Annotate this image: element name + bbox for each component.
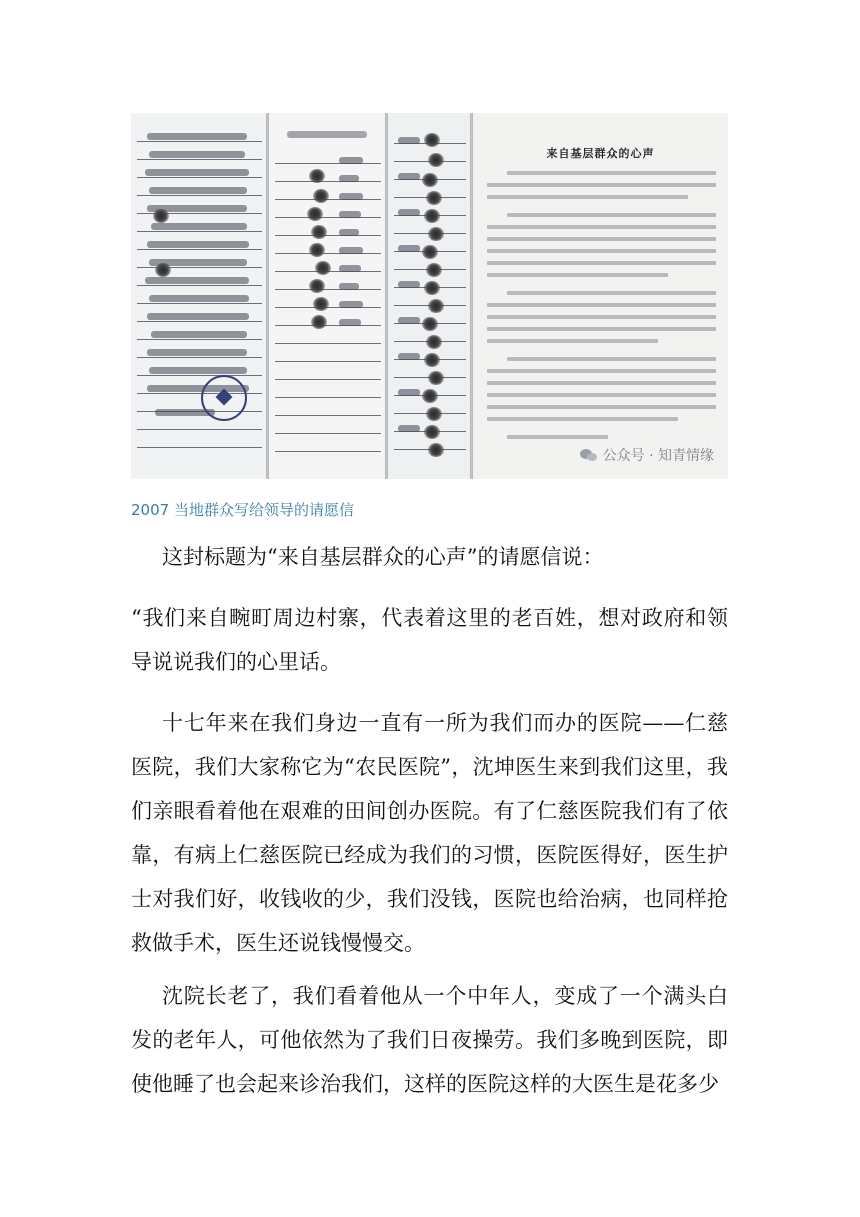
letter-heading: 来自基层群众的心声 (546, 147, 655, 160)
paragraph-3: 十七年来在我们身边一直有一所为我们而办的医院——仁慈医院，我们大家称它为“农民医院”，沈坤医生来到我们这里，我们亲眼看着他在艰难的田间创办医院。有了仁慈医院我们有了依靠，有病上仁慈医院已经成为我们的习惯，医院医得好，医生护士对我们好，收钱收的少，我们没钱，医院也给治病，也同样抢救做手术，医生还说钱慢慢交。 (131, 711, 728, 955)
letter-page (473, 113, 728, 479)
petition-letter-photo (131, 113, 728, 479)
official-seal-stamp (201, 375, 247, 421)
account-watermark (580, 445, 714, 465)
signature-sheet-2 (269, 113, 385, 479)
signature-sheet-1 (131, 113, 266, 479)
signature-sheet-3 (388, 113, 470, 479)
chat-bubble-icon (580, 448, 598, 462)
paragraph-2: “我们来自畹町周边村寨，代表着这里的老百姓，想对政府和领导说说我们的心里话。 (131, 606, 728, 674)
photo-caption: 2007 当地群众写给领导的请愿信 (131, 501, 354, 519)
paragraph-4: 沈院长老了，我们看着他从一个中年人，变成了一个满头白发的老年人，可他依然为了我们日夜操劳。我们多晚到医院，即使他睡了也会起来诊治我们，这样的医院这样的大医生是花多少 (131, 984, 728, 1096)
paragraph-1: 这封标题为“来自基层群众的心声”的请愿信说： (162, 545, 604, 569)
watermark-text: 公众号 · 知青情缘 (602, 448, 714, 464)
